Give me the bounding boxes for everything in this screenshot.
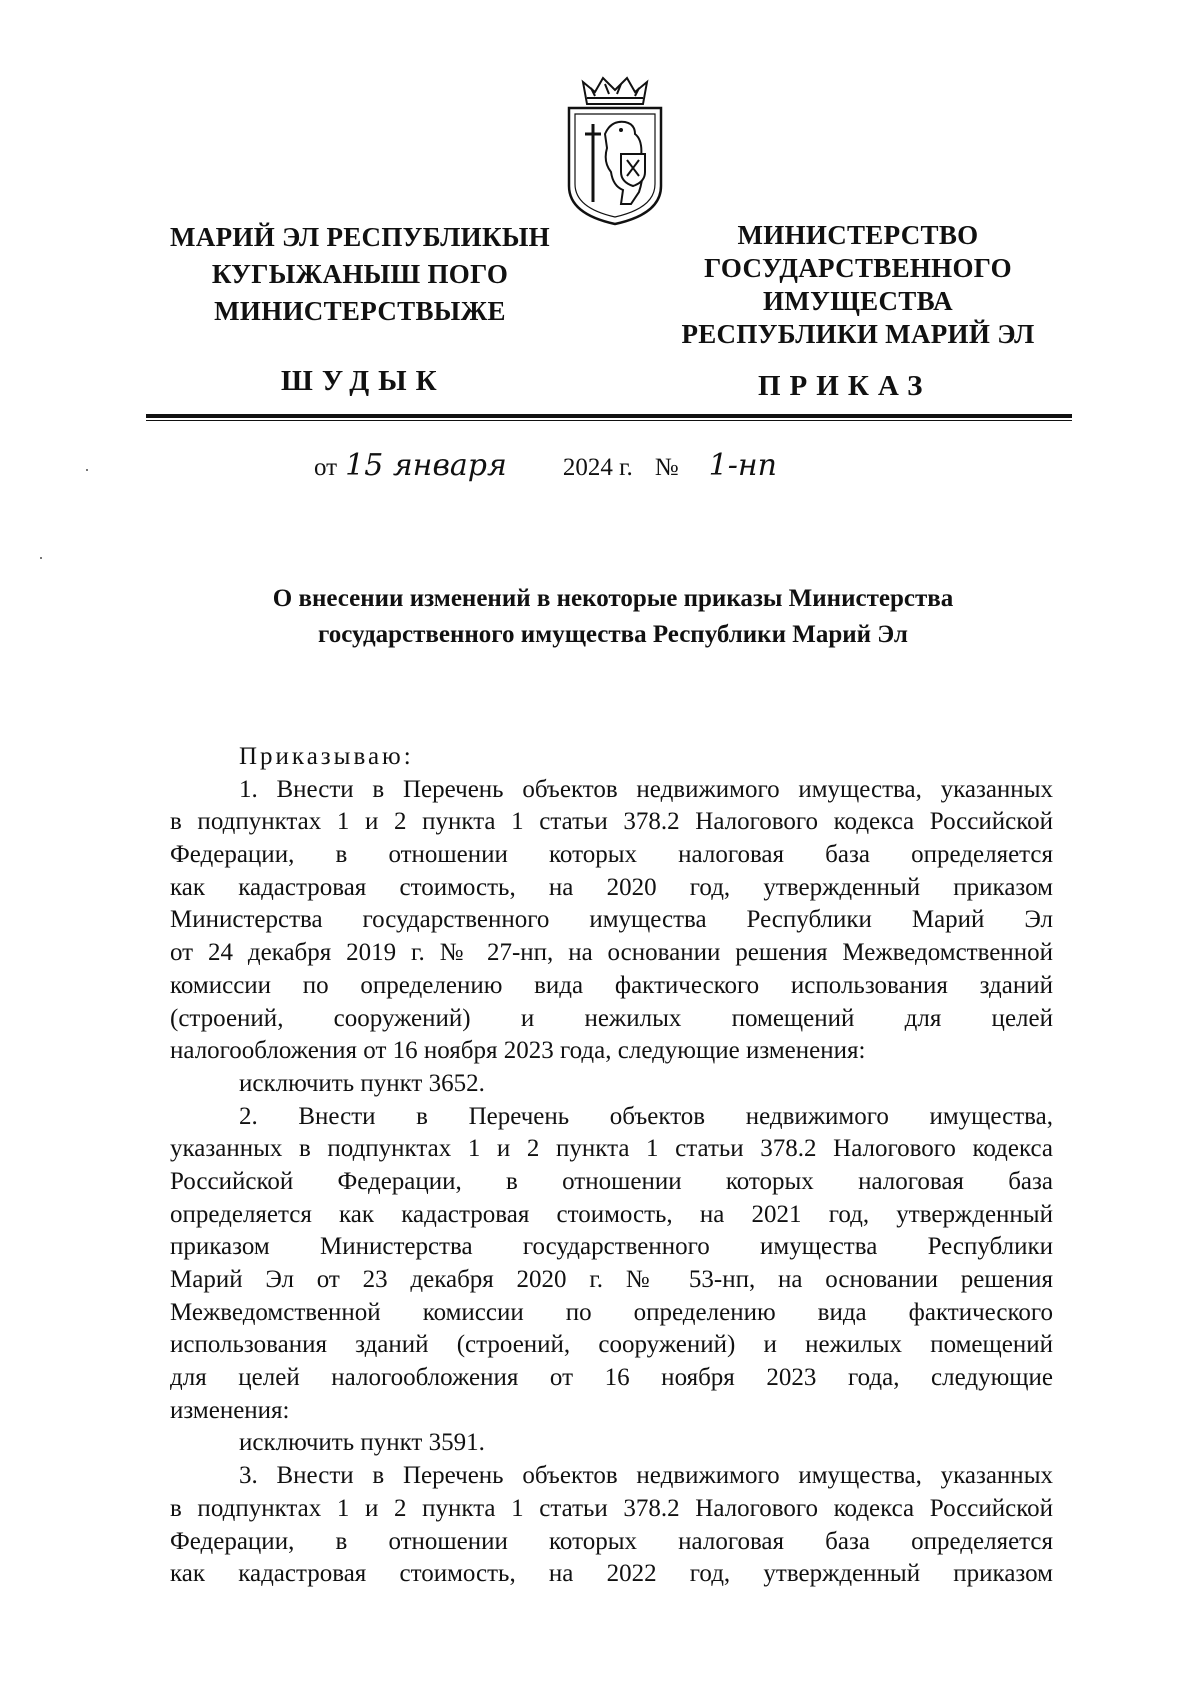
body-line-11: исключить пункт 3652. — [239, 1069, 485, 1097]
header-left-line-3: МИНИСТЕРСТВЫЖЕ — [214, 296, 506, 326]
title-line-2: государственного имущества Республики Марий Эл — [318, 621, 908, 648]
body-line-1: Приказываю: — [239, 743, 414, 770]
handwritten-number: 1-нп — [708, 448, 777, 483]
body-line-5: как кадастровая стоимость, на 2020 год, утвержденный приказом — [170, 873, 1053, 901]
header-left-line-1: МАРИЙ ЭЛ РЕСПУБЛИКЫН — [170, 222, 550, 252]
header-right — [648, 219, 1068, 351]
body-line-13: указанных в подпунктах 1 и 2 пункта 1 статьи 378.2 Налогового кодекса — [170, 1135, 1053, 1163]
document-body — [170, 741, 1053, 1591]
document-title — [150, 581, 1076, 653]
handwritten-date: 15 января — [345, 448, 507, 483]
body-line-17: Марий Эл от 23 декабря 2020 г. № 53-нп, на основании решения — [170, 1266, 1053, 1293]
body-line-20: для целей налогообложения от 16 ноября 2023 года, следующие — [170, 1364, 1053, 1392]
doc-type-russian: ПРИКАЗ — [758, 370, 932, 402]
header-divider-thick — [146, 414, 1072, 418]
body-line-4: Федерации, в отношении которых налоговая база определяется — [170, 841, 1053, 869]
header-right-line-3: ИМУЩЕСТВА — [763, 286, 953, 316]
date-prefix: от — [314, 454, 338, 481]
doc-type-mari: ШУДЫК — [281, 365, 446, 397]
body-line-15: определяется как кадастровая стоимость, на 2021 год, утвержденный — [170, 1200, 1053, 1228]
number-sign: № — [654, 454, 679, 481]
scan-speck — [40, 557, 42, 559]
header-left — [150, 219, 570, 330]
title-line-1: О внесении изменений в некоторые приказы Министерства — [272, 585, 954, 612]
body-line-6: Министерства государственного имущества Республики Марий Эл — [170, 906, 1053, 934]
body-line-24: в подпунктах 1 и 2 пункта 1 статьи 378.2 Налогового кодекса Российской — [170, 1494, 1053, 1522]
header-right-line-1: МИНИСТЕРСТВО — [737, 220, 979, 250]
body-line-19: использования зданий (строений, сооружений) и нежилых помещений — [170, 1331, 1053, 1359]
body-line-22: исключить пункт 3591. — [239, 1429, 485, 1457]
scan-speck — [86, 469, 88, 471]
body-line-21: изменения: — [170, 1396, 290, 1424]
coat-of-arms-emblem-icon — [561, 74, 669, 226]
body-line-16: приказом Министерства государственного имущества Республики — [170, 1233, 1053, 1261]
body-line-14: Российской Федерации, в отношении которых налоговая база — [170, 1167, 1053, 1195]
body-line-10: налогообложения от 16 ноября 2023 года, следующие изменения: — [170, 1037, 866, 1065]
body-line-25: Федерации, в отношении которых налоговая база определяется — [170, 1527, 1053, 1555]
body-line-12: 2. Внести в Перечень объектов недвижимого имущества, — [239, 1102, 1053, 1130]
date-number-line — [314, 448, 777, 483]
header-left-line-2: КУГЫЖАНЫШ ПОГО — [211, 259, 509, 289]
body-line-9: (строений, сооружений) и нежилых помещений для целей — [170, 1004, 1053, 1032]
body-line-23: 3. Внести в Перечень объектов недвижимого имущества, указанных — [239, 1462, 1053, 1490]
body-line-8: комиссии по определению вида фактического использования зданий — [170, 971, 1053, 999]
body-line-18: Межведомственной комиссии по определению вида фактического — [170, 1298, 1053, 1326]
body-line-2: 1. Внести в Перечень объектов недвижимого имущества, указанных — [239, 775, 1053, 803]
body-line-3: в подпунктах 1 и 2 пункта 1 статьи 378.2 Налогового кодекса Российской — [170, 808, 1053, 836]
header-divider-thin — [146, 420, 1072, 421]
header-right-line-2: ГОСУДАРСТВЕННОГО — [704, 253, 1012, 283]
header-right-line-4: РЕСПУБЛИКИ МАРИЙ ЭЛ — [681, 319, 1035, 349]
document-year: 2024 г. — [562, 454, 633, 481]
body-line-26: как кадастровая стоимость, на 2022 год, утвержденный приказом — [170, 1560, 1053, 1588]
body-line-7: от 24 декабря 2019 г. № 27-нп, на основании решения Межведомственной — [170, 939, 1053, 967]
